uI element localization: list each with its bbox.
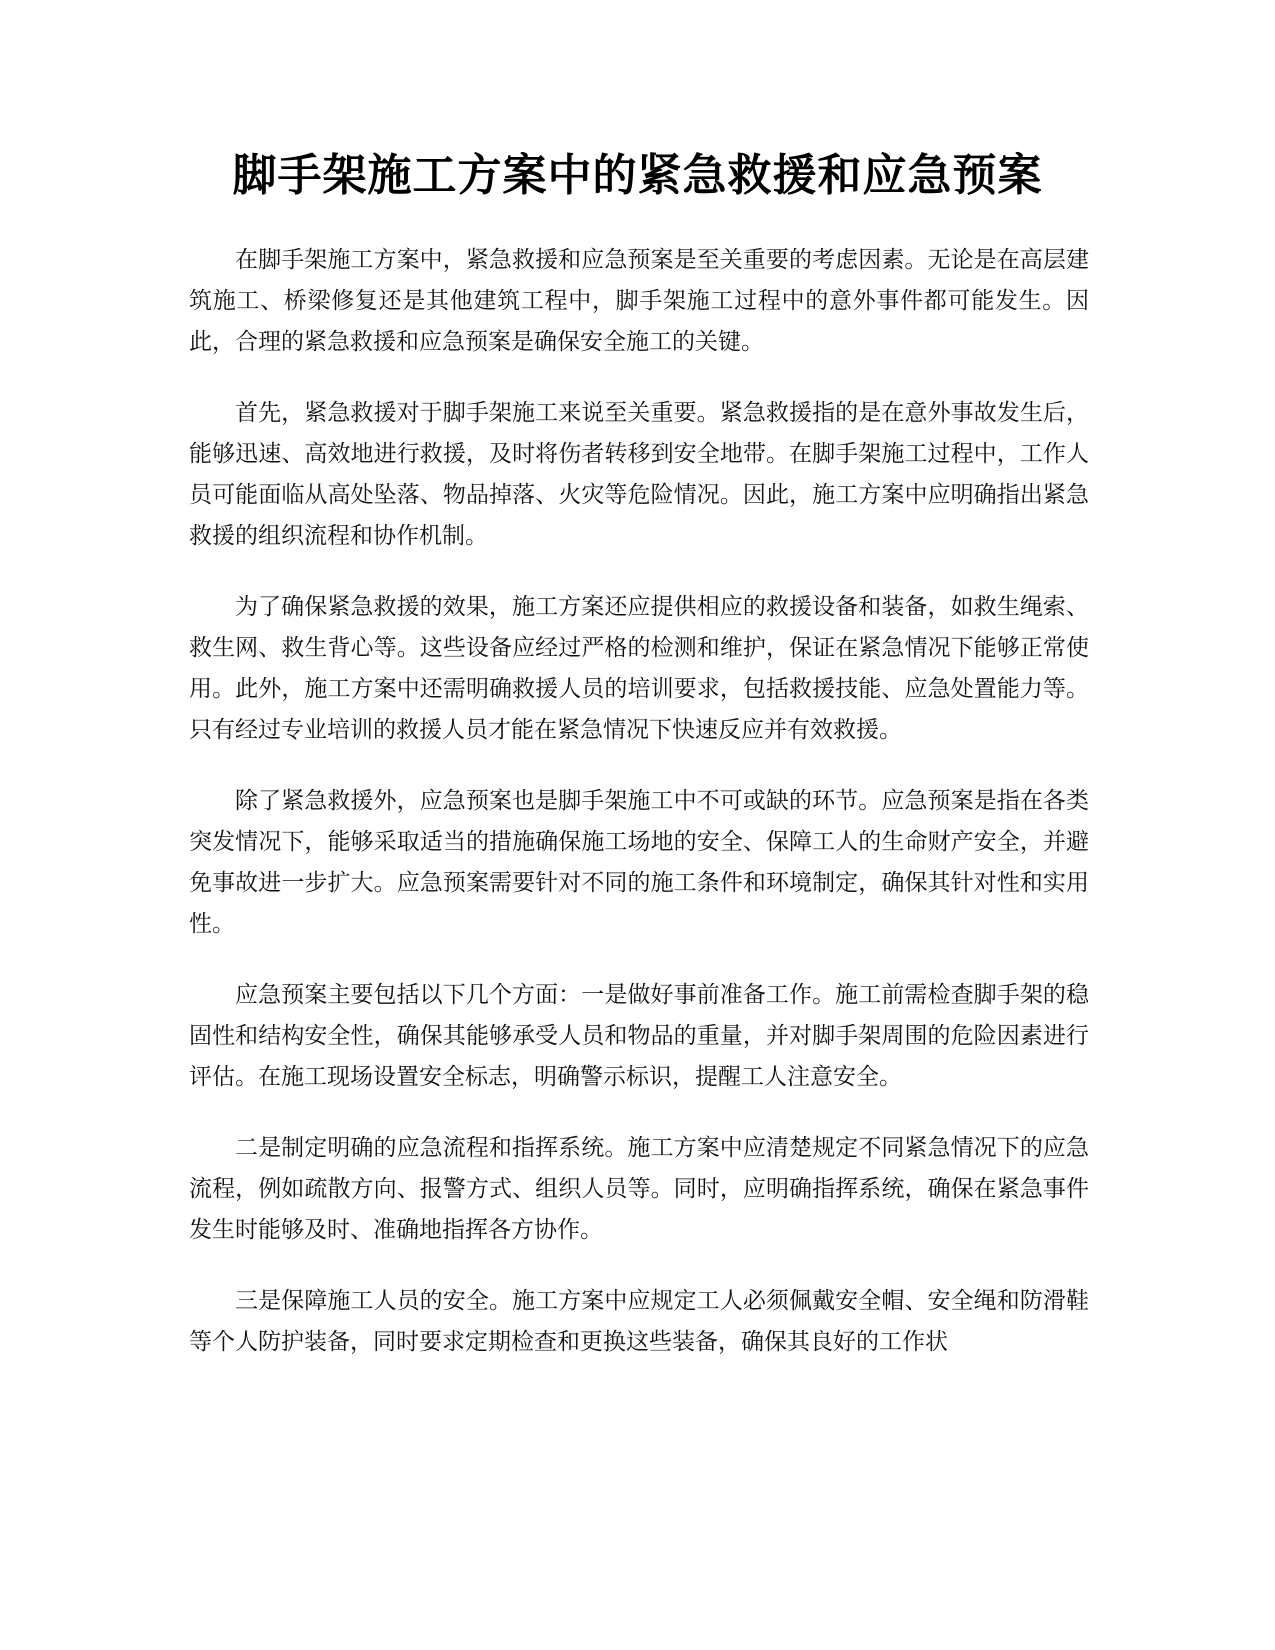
paragraph: 除了紧急救援外，应急预案也是脚手架施工中不可或缺的环节。应急预案是指在各类突发情况下，能够采取适当的措施确保施工场地的安全、保障工人的生命财产安全，并避免事故进一步扩大。应急预案需要针对不同的施工条件和环境制定，确保其针对性和实用性。 (189, 788, 1089, 937)
document-body (189, 240, 1089, 1393)
paragraph: 二是制定明确的应急流程和指挥系统。施工方案中应清楚规定不同紧急情况下的应急流程，例如疏散方向、报警方式、组织人员等。同时，应明确指挥系统，确保在紧急事件发生时能够及时、准确地指挥各方协作。 (189, 1135, 1089, 1243)
document-title: 脚手架施工方案中的紧急救援和应急预案 (232, 150, 1043, 201)
paragraph: 在脚手架施工方案中，紧急救援和应急预案是至关重要的考虑因素。无论是在高层建筑施工、桥梁修复还是其他建筑工程中，脚手架施工过程中的意外事件都可能发生。因此，合理的紧急救援和应急预案是确保安全施工的关键。 (189, 247, 1089, 355)
paragraph: 为了确保紧急救援的效果，施工方案还应提供相应的救援设备和装备，如救生绳索、救生网、救生背心等。这些设备应经过严格的检测和维护，保证在紧急情况下能够正常使用。此外，施工方案中还需明确救援人员的培训要求，包括救援技能、应急处置能力等。只有经过专业培训的救援人员才能在紧急情况下快速反应并有效救援。 (189, 594, 1089, 743)
paragraph: 三是保障施工人员的安全。施工方案中应规定工人必须佩戴安全帽、安全绳和防滑鞋等个人防护装备，同时要求定期检查和更换这些装备，确保其良好的工作状 (189, 1288, 1089, 1355)
paragraph: 应急预案主要包括以下几个方面：一是做好事前准备工作。施工前需检查脚手架的稳固性和结构安全性，确保其能够承受人员和物品的重量，并对脚手架周围的危险因素进行评估。在施工现场设置安全标志，明确警示标识，提醒工人注意安全。 (189, 982, 1089, 1090)
paragraph: 首先，紧急救援对于脚手架施工来说至关重要。紧急救援指的是在意外事故发生后，能够迅速、高效地进行救援，及时将伤者转移到安全地带。在脚手架施工过程中，工作人员可能面临从高处坠落、物品掉落、火灾等危险情况。因此，施工方案中应明确指出紧急救援的组织流程和协作机制。 (189, 400, 1089, 549)
